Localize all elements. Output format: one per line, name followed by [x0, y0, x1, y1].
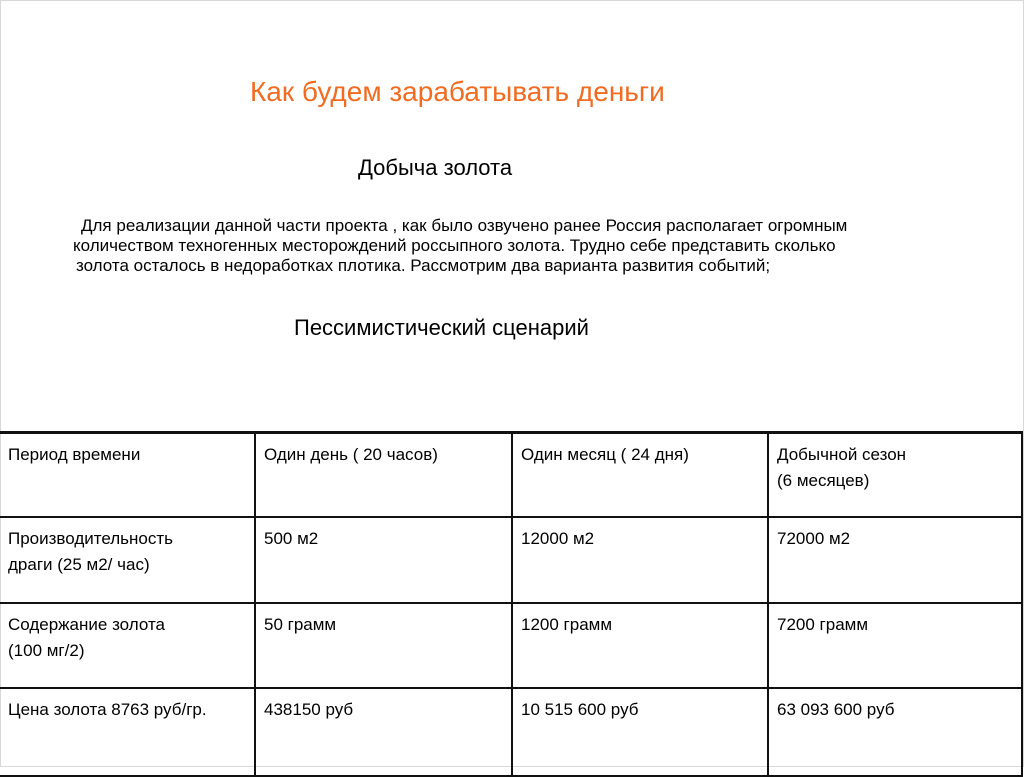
- table-cell: Цена золота 8763 руб/гр.: [0, 688, 255, 776]
- table-row: [0, 688, 1022, 776]
- table-cell: 72000 м2: [768, 517, 1022, 603]
- table-cell: 1200 грамм: [512, 603, 768, 688]
- table-cell: 500 м2: [255, 517, 512, 603]
- table-row: [0, 603, 1022, 688]
- table-cell: Добычной сезон (6 месяцев): [768, 433, 1022, 518]
- table-cell: 50 грамм: [255, 603, 512, 688]
- intro-paragraph: [73, 216, 1013, 276]
- paragraph-line: Для реализации данной части проекта , как было озвучено ранее Россия располагает огромным: [81, 216, 848, 235]
- table-cell: Один месяц ( 24 дня): [512, 433, 768, 518]
- table-cell: Содержание золота (100 мг/2): [0, 603, 255, 688]
- table-cell: 12000 м2: [512, 517, 768, 603]
- table-cell: Период времени: [0, 433, 255, 518]
- paragraph-line: золота осталось в недоработках плотика. Рассмотрим два варианта развития событий;: [76, 256, 771, 275]
- paragraph-line: количеством техногенных месторождений россыпного золота. Трудно себе представить сколько: [73, 236, 836, 255]
- table-row: [0, 517, 1022, 603]
- table-cell: 438150 руб: [255, 688, 512, 776]
- slide-subtitle: Добыча золота: [358, 155, 513, 180]
- gold-mining-table: [0, 431, 1023, 777]
- table-header-row: [0, 433, 1022, 518]
- table-cell: 63 093 600 руб: [768, 688, 1022, 776]
- slide-title: Как будем зарабатывать деньги: [250, 76, 665, 107]
- scenario-heading: Пессимистический сценарий: [294, 315, 589, 340]
- table-cell: 7200 грамм: [768, 603, 1022, 688]
- table-cell: 10 515 600 руб: [512, 688, 768, 776]
- table-cell: Один день ( 20 часов): [255, 433, 512, 518]
- table-cell: Производительность драги (25 м2/ час): [0, 517, 255, 603]
